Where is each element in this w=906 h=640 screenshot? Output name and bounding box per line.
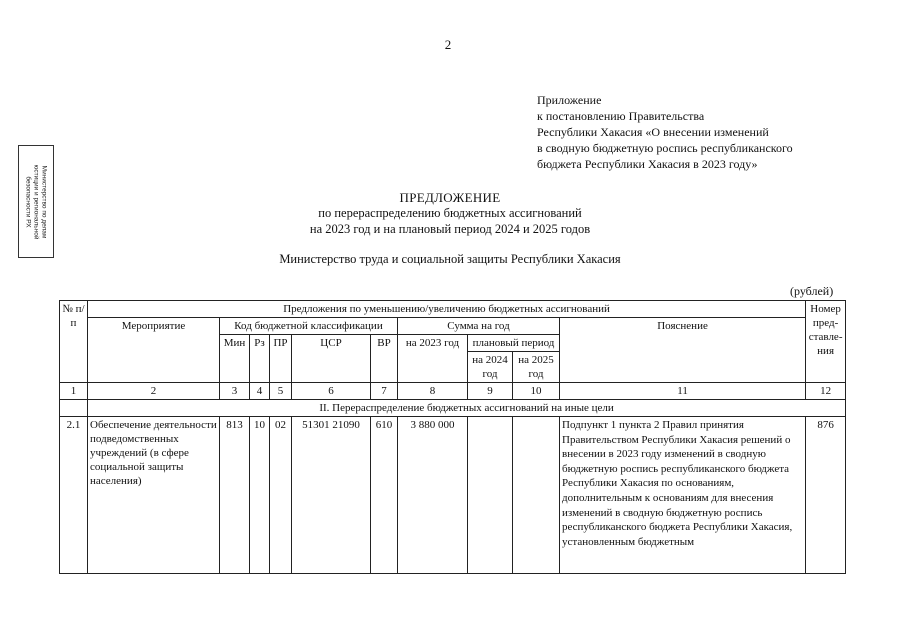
document-subtitle: по перераспределению бюджетных ассигнований — [318, 206, 582, 220]
column-number-row — [60, 383, 846, 400]
row-number: 2.1 — [60, 417, 88, 574]
column-number: 12 — [806, 383, 846, 400]
header-representation-number: Номер пред-ставле-ния — [806, 301, 846, 383]
header-num: № п/п — [60, 301, 88, 383]
appendix-line: Приложение — [537, 93, 602, 107]
header-2025: на 2025 год — [513, 352, 560, 383]
row-sum-2025 — [513, 417, 560, 574]
row-min: 813 — [220, 417, 250, 574]
column-number: 7 — [371, 383, 398, 400]
table-row — [60, 417, 846, 574]
header-budget-classification: Код бюджетной классификации — [220, 318, 398, 335]
section-title: II. Перераспределение бюджетных ассигнований на иные цели — [88, 400, 846, 417]
header-rz: Рз — [250, 335, 270, 383]
column-number: 2 — [88, 383, 220, 400]
column-number: 10 — [513, 383, 560, 400]
header-sum: Сумма на год — [398, 318, 560, 335]
row-sum-2024 — [468, 417, 513, 574]
column-number: 11 — [560, 383, 806, 400]
header-planned-period: плановый период — [468, 335, 560, 352]
row-sum-2023: 3 880 000 — [398, 417, 468, 574]
column-number: 9 — [468, 383, 513, 400]
header-event: Мероприятие — [88, 318, 220, 383]
column-number: 8 — [398, 383, 468, 400]
units-label: (рублей) — [790, 284, 834, 298]
document-subtitle-period: на 2023 год и на плановый период 2024 и 2025 годов — [309, 222, 591, 236]
header-2023: на 2023 год — [398, 335, 468, 383]
header-main: Предложения по уменьшению/увеличению бюджетных ассигнований — [88, 301, 806, 318]
appendix-block — [537, 92, 793, 172]
appendix-line: бюджета Республики Хакасия в 2023 году» — [537, 157, 758, 171]
header-pr: ПР — [270, 335, 292, 383]
row-vr: 610 — [371, 417, 398, 574]
row-event: Обеспечение деятельности подведомственных учреждений (в сфере социальной защиты населения) — [88, 417, 220, 574]
row-pr: 02 — [270, 417, 292, 574]
header-min: Мин — [220, 335, 250, 383]
page-number: 2 — [444, 37, 452, 52]
row-explanation: Подпункт 1 пункта 2 Правил принятия Правительством Республики Хакасия решений о внесении в 2023 году изменений в сводную бюджетную роспись республиканского бюджета Республики Хакасия по основаниям, дополнительным к основаниям для внесения изменений в сводную бюджетную роспись республиканского бюджета Республики Хакасия, установленным бюджетным — [560, 417, 806, 574]
section-row — [60, 400, 846, 417]
appendix-line: к постановлению Правительства — [537, 109, 705, 123]
header-explanation: Пояснение — [560, 318, 806, 383]
stamp-line: юстиции и региональной — [33, 163, 40, 240]
header-2024: на 2024 год — [468, 352, 513, 383]
header-vr: ВР — [371, 335, 398, 383]
row-rz: 10 — [250, 417, 270, 574]
registration-stamp — [18, 145, 54, 258]
column-number: 5 — [270, 383, 292, 400]
row-csr: 51301 21090 — [292, 417, 371, 574]
stamp-line: безопасности РХ — [25, 175, 32, 228]
row-representation-number: 876 — [806, 417, 846, 574]
column-number: 1 — [60, 383, 88, 400]
stamp-line: Министерство по делам — [41, 165, 48, 238]
appendix-line: Республики Хакасия «О внесении изменений — [537, 125, 769, 139]
column-number: 3 — [220, 383, 250, 400]
column-number: 6 — [292, 383, 371, 400]
proposal-table — [59, 300, 846, 574]
header-csr: ЦСР — [292, 335, 371, 383]
appendix-line: в сводную бюджетную роспись республиканского — [537, 141, 793, 155]
column-number: 4 — [250, 383, 270, 400]
document-title: ПРЕДЛОЖЕНИЕ — [399, 190, 501, 205]
ministry-name: Министерство труда и социальной защиты Республики Хакасия — [279, 252, 621, 266]
